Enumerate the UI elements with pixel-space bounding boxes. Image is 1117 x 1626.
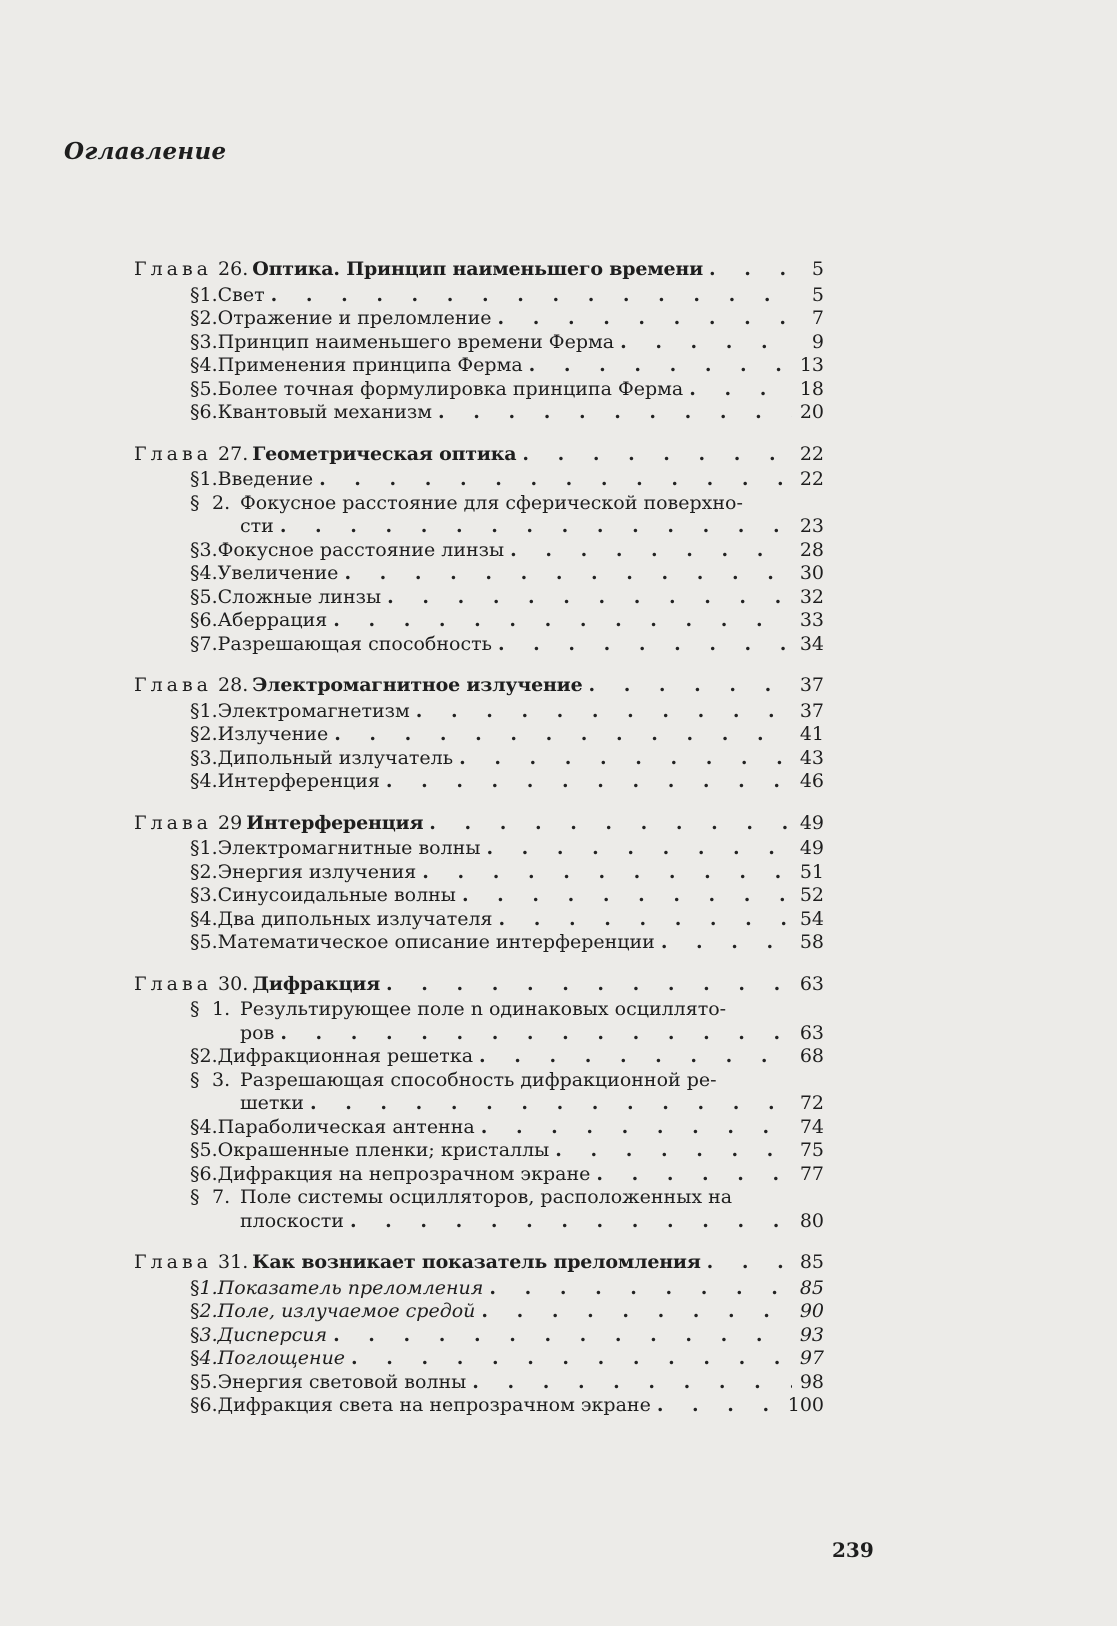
chapter-entry: [134, 258, 824, 282]
chapter-title: Геометрическая оптика: [252, 442, 517, 465]
section-entry: [134, 1186, 824, 1210]
section-page: 54: [799, 907, 824, 930]
section-page: 68: [799, 1045, 824, 1067]
section-symbol: §: [190, 1394, 200, 1416]
section-page: 46: [799, 770, 824, 792]
chapter-number: 27.: [218, 442, 249, 465]
dot-leader: [588, 674, 792, 698]
section-symbol: §: [190, 1186, 200, 1208]
section-title: плоскости: [240, 1209, 344, 1232]
section-symbol: §: [190, 330, 200, 353]
section-entry: [134, 633, 824, 657]
chapter-word: Глава: [134, 442, 213, 465]
section-number: 6.: [199, 401, 218, 423]
section-number: 5.: [199, 1370, 218, 1393]
dot-leader: [510, 539, 792, 563]
section-entry: [134, 1347, 824, 1371]
dot-leader: [481, 1300, 792, 1324]
section-page: 49: [799, 837, 824, 859]
section-number: 3.: [199, 330, 218, 353]
section-entry: [134, 998, 824, 1022]
chapter-page: 5: [811, 258, 824, 280]
chapter-entry: [134, 973, 824, 997]
section-symbol: §: [190, 1370, 200, 1393]
section-number: 2.: [199, 723, 218, 745]
section-number: 1.: [199, 699, 218, 722]
section-entry: [134, 401, 824, 425]
section-number: 5.: [199, 931, 218, 953]
section-number: 2.: [199, 1045, 218, 1067]
section-number: 3.: [199, 884, 218, 906]
section-title: шетки: [240, 1092, 304, 1114]
dot-leader: [310, 1092, 792, 1116]
section-title: Математическое описание интерференции: [217, 931, 655, 953]
section-entry: [134, 1139, 824, 1163]
section-entry: [134, 378, 824, 402]
section-page: 63: [799, 1021, 824, 1044]
section-title: Окрашенные пленки; кристаллы: [217, 1139, 550, 1161]
dot-leader: [661, 931, 792, 955]
dot-leader: [387, 586, 792, 610]
dot-leader: [459, 747, 792, 771]
dot-leader: [472, 1371, 792, 1395]
section-symbol: §: [190, 1323, 200, 1346]
chapter-block: [134, 1251, 824, 1418]
section-title: Разрешающая способность: [217, 632, 492, 655]
section-entry-continuation: [134, 515, 824, 539]
section-page: 93: [799, 1323, 824, 1346]
section-entry: [134, 609, 824, 633]
section-number: 5.: [199, 377, 218, 400]
section-title: Поглощение: [217, 1347, 346, 1369]
section-symbol: §: [190, 632, 200, 655]
section-title: Применения принципа Ферма: [217, 354, 523, 376]
section-number: 2.: [199, 307, 218, 329]
chapter-entry: [134, 1251, 824, 1275]
section-entry: [134, 586, 824, 610]
section-page: 13: [799, 354, 824, 376]
dot-leader: [709, 258, 792, 282]
section-number: 4.: [199, 1347, 218, 1369]
section-symbol: §: [190, 1139, 200, 1161]
section-number: 4.: [199, 907, 218, 930]
section-title: Дифракция света на непрозрачном экране: [217, 1394, 651, 1416]
section-number: 1.: [199, 1276, 218, 1299]
section-number: 7.: [199, 632, 218, 655]
dot-leader: [522, 443, 792, 467]
dot-leader: [334, 723, 792, 747]
section-title: Фокусное расстояние для сферической поверхно-: [240, 491, 743, 514]
dot-leader: [481, 1116, 792, 1140]
section-number: 2.: [199, 1300, 218, 1322]
section-number: 4.: [199, 1115, 218, 1138]
section-entry: [134, 837, 824, 861]
section-page: 28: [799, 538, 824, 561]
section-title: Энергия излучения: [217, 860, 417, 883]
section-number: 3.: [212, 1068, 231, 1091]
section-entry: [134, 1371, 824, 1395]
section-symbol: §: [190, 699, 200, 722]
section-symbol: §: [190, 491, 200, 514]
section-symbol: §: [190, 1068, 200, 1091]
section-number: 4.: [199, 354, 218, 376]
dot-leader: [462, 884, 792, 908]
dot-leader: [438, 401, 792, 425]
chapter-title: Оптика. Принцип наименьшего времени: [252, 258, 704, 280]
chapter-page: 37: [799, 674, 824, 696]
chapter-block: [134, 443, 824, 657]
section-number: 4.: [199, 770, 218, 792]
chapter-block: [134, 812, 824, 955]
section-symbol: §: [190, 585, 200, 608]
dot-leader: [486, 837, 792, 861]
section-title: Поле системы осцилляторов, расположенных на: [240, 1186, 733, 1208]
section-symbol: §: [190, 354, 200, 376]
section-entry-continuation: [134, 1092, 824, 1116]
section-entry: [134, 884, 824, 908]
section-symbol: §: [190, 1162, 200, 1185]
section-number: 1.: [199, 283, 218, 306]
section-title: Более точная формулировка принципа Ферма: [217, 377, 684, 400]
dot-leader: [489, 1277, 792, 1301]
dot-leader: [555, 1139, 792, 1163]
dot-leader: [498, 633, 792, 657]
section-entry: [134, 284, 824, 308]
section-symbol: §: [190, 283, 200, 306]
page-number: 239: [832, 1538, 874, 1562]
dot-leader: [707, 1251, 792, 1275]
section-page: 58: [799, 931, 824, 953]
section-page: 22: [799, 468, 824, 490]
section-entry: [134, 468, 824, 492]
section-symbol: §: [190, 468, 200, 490]
section-page: 18: [799, 377, 824, 400]
chapter-number: 30.: [218, 972, 249, 995]
section-entry-continuation: [134, 1210, 824, 1234]
chapter-word: Глава: [134, 972, 213, 995]
section-title: Дифракция на непрозрачном экране: [217, 1162, 591, 1185]
section-page: 80: [799, 1209, 824, 1232]
section-entry: [134, 1324, 824, 1348]
section-page: 100: [787, 1394, 824, 1416]
dot-leader: [498, 307, 793, 331]
section-title: Поле, излучаемое средой: [217, 1300, 476, 1322]
section-entry: [134, 861, 824, 885]
section-entry: [134, 931, 824, 955]
section-page: 98: [799, 1370, 824, 1393]
chapter-title: Интерференция: [246, 811, 424, 834]
dot-leader: [689, 378, 792, 402]
chapter-page: 49: [799, 811, 824, 834]
table-of-contents: [134, 258, 824, 1436]
section-entry: [134, 1163, 824, 1187]
section-title: Результирующее поле n одинаковых осциллято-: [240, 998, 727, 1020]
section-entry: [134, 354, 824, 378]
page-title: Оглавление: [64, 138, 227, 165]
section-number: 3.: [199, 746, 218, 769]
section-title: Показатель преломления: [217, 1276, 484, 1299]
dot-leader: [657, 1394, 782, 1418]
chapter-number: 31.: [218, 1251, 249, 1273]
section-symbol: §: [190, 1347, 200, 1369]
dot-leader: [386, 973, 792, 997]
section-page: 37: [799, 699, 824, 722]
section-entry: [134, 1394, 824, 1418]
section-title: Дисперсия: [217, 1323, 328, 1346]
chapter-page: 22: [799, 442, 824, 465]
section-entry: [134, 723, 824, 747]
section-page: 74: [799, 1115, 824, 1138]
section-page: 32: [799, 585, 824, 608]
dot-leader: [386, 770, 792, 794]
section-page: 34: [799, 632, 824, 655]
section-title: Увеличение: [217, 562, 339, 584]
section-entry: [134, 770, 824, 794]
section-symbol: §: [190, 1276, 200, 1299]
section-entry: [134, 492, 824, 516]
section-page: 9: [811, 330, 824, 353]
chapter-page: 63: [799, 972, 824, 995]
section-entry: [134, 1116, 824, 1140]
section-page: 33: [799, 609, 824, 631]
dot-leader: [280, 515, 792, 539]
section-symbol: §: [190, 884, 200, 906]
section-number: 5.: [199, 1139, 218, 1161]
section-symbol: §: [190, 1300, 200, 1322]
dot-leader: [351, 1347, 792, 1371]
section-symbol: §: [190, 860, 200, 883]
section-title: Принцип наименьшего времени Ферма: [217, 330, 615, 353]
dot-leader: [479, 1045, 792, 1069]
dot-leader: [333, 1324, 792, 1348]
section-entry: [134, 908, 824, 932]
section-title: Энергия световой волны: [217, 1370, 467, 1393]
section-title: Квантовый механизм: [217, 401, 433, 423]
dot-leader: [271, 284, 792, 308]
section-entry: [134, 1045, 824, 1069]
section-symbol: §: [190, 538, 200, 561]
section-title: Дипольный излучатель: [217, 746, 454, 769]
section-number: 1.: [199, 468, 218, 490]
section-entry: [134, 562, 824, 586]
chapter-entry: [134, 812, 824, 836]
section-number: 6.: [199, 609, 218, 631]
section-title: Фокусное расстояние линзы: [217, 538, 505, 561]
section-number: 7.: [212, 1186, 231, 1208]
chapter-word: Глава: [134, 258, 213, 280]
section-number: 6.: [199, 1162, 218, 1185]
section-title: Излучение: [217, 723, 329, 745]
chapter-word: Глава: [134, 811, 213, 834]
section-symbol: §: [190, 401, 200, 423]
section-entry: [134, 331, 824, 355]
section-title: Интерференция: [217, 770, 380, 792]
section-title: Аберрация: [217, 609, 328, 631]
section-number: 1.: [199, 837, 218, 859]
section-symbol: §: [190, 931, 200, 953]
section-title: Свет: [217, 283, 265, 306]
section-page: 43: [799, 746, 824, 769]
section-symbol: §: [190, 746, 200, 769]
section-title: Дифракционная решетка: [217, 1045, 474, 1067]
section-page: 85: [799, 1276, 824, 1299]
section-page: 90: [799, 1300, 824, 1322]
dot-leader: [429, 812, 792, 836]
section-page: 30: [799, 562, 824, 584]
dot-leader: [499, 908, 792, 932]
dot-leader: [344, 562, 792, 586]
chapter-title: Электромагнитное излучение: [252, 674, 583, 696]
dot-leader: [416, 700, 792, 724]
section-number: 3.: [199, 538, 218, 561]
section-page: 72: [799, 1092, 824, 1114]
section-symbol: §: [190, 562, 200, 584]
chapter-number: 26.: [218, 258, 249, 280]
section-entry-continuation: [134, 1022, 824, 1046]
section-symbol: §: [190, 1045, 200, 1067]
dot-leader: [333, 609, 792, 633]
section-entry: [134, 747, 824, 771]
dot-leader: [620, 331, 792, 355]
section-page: 20: [799, 401, 824, 423]
chapter-number: 29: [218, 811, 243, 834]
dot-leader: [529, 354, 792, 378]
section-entry: [134, 1069, 824, 1093]
chapter-word: Глава: [134, 1251, 213, 1273]
section-symbol: §: [190, 770, 200, 792]
section-title: Отражение и преломление: [217, 307, 492, 329]
dot-leader: [319, 468, 792, 492]
section-page: 7: [811, 307, 824, 329]
section-title: Два дипольных излучателя: [217, 907, 493, 930]
section-title: Разрешающая способность дифракционной ре-: [240, 1068, 717, 1091]
section-page: 75: [799, 1139, 824, 1161]
dot-leader: [596, 1163, 792, 1187]
section-page: 77: [799, 1162, 824, 1185]
section-symbol: §: [190, 998, 200, 1020]
section-page: 52: [799, 884, 824, 906]
section-title: Сложные линзы: [217, 585, 382, 608]
section-page: 5: [811, 283, 824, 306]
section-symbol: §: [190, 609, 200, 631]
section-number: 2.: [199, 860, 218, 883]
section-entry: [134, 700, 824, 724]
section-symbol: §: [190, 723, 200, 745]
section-title: Введение: [217, 468, 314, 490]
chapter-entry: [134, 674, 824, 698]
section-number: 2.: [212, 491, 231, 514]
section-symbol: §: [190, 1115, 200, 1138]
section-entry: [134, 307, 824, 331]
chapter-word: Глава: [134, 674, 213, 696]
section-entry: [134, 1300, 824, 1324]
section-page: 97: [799, 1347, 824, 1369]
section-number: 3.: [199, 1323, 218, 1346]
section-number: 6.: [199, 1394, 218, 1416]
chapter-page: 85: [799, 1251, 824, 1273]
chapter-number: 28.: [218, 674, 249, 696]
section-title: Синусоидальные волны: [217, 884, 456, 906]
chapter-title: Дифракция: [252, 972, 381, 995]
section-title: ров: [240, 1021, 275, 1044]
section-number: 1.: [212, 998, 231, 1020]
chapter-block: [134, 674, 824, 794]
chapter-entry: [134, 443, 824, 467]
chapter-block: [134, 973, 824, 1234]
section-title: Электромагнитные волны: [217, 837, 481, 859]
section-symbol: §: [190, 907, 200, 930]
section-entry: [134, 1277, 824, 1301]
section-number: 5.: [199, 585, 218, 608]
section-entry: [134, 539, 824, 563]
section-symbol: §: [190, 377, 200, 400]
section-symbol: §: [190, 307, 200, 329]
section-title: Электромагнетизм: [217, 699, 410, 722]
section-title: Параболическая антенна: [217, 1115, 475, 1138]
chapter-title: Как возникает показатель преломления: [252, 1251, 701, 1273]
section-page: 23: [799, 515, 824, 537]
section-page: 41: [799, 723, 824, 745]
dot-leader: [350, 1210, 792, 1234]
chapter-block: [134, 258, 824, 425]
section-title: сти: [240, 515, 274, 537]
section-symbol: §: [190, 837, 200, 859]
dot-leader: [280, 1022, 792, 1046]
dot-leader: [422, 861, 792, 885]
section-page: 51: [799, 860, 824, 883]
section-number: 4.: [199, 562, 218, 584]
